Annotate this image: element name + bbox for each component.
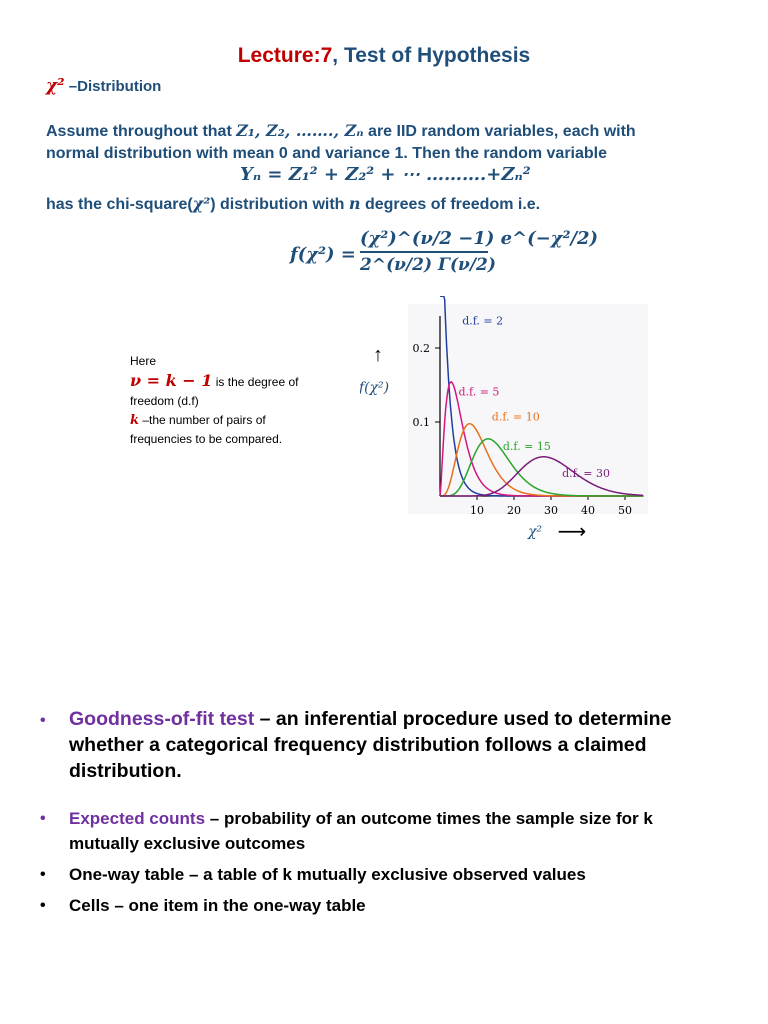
pdf-numerator: (χ²)^(ν/2 −1) e^(−χ²/2) xyxy=(360,228,599,249)
here-label: Here xyxy=(130,354,157,368)
degree-of-freedom-note xyxy=(130,352,298,449)
definitions-list xyxy=(36,706,726,924)
chi-square-chart xyxy=(360,296,660,551)
n-symbol: n xyxy=(348,194,361,213)
title-separator: , xyxy=(332,44,344,67)
z-variables: Z₁, Z₂, ……., Zₙ xyxy=(236,121,364,140)
intro-line-1 xyxy=(46,121,636,141)
bullet-expected-counts xyxy=(36,806,726,856)
chi-square-symbol: χ² xyxy=(46,76,65,96)
bullet-dot: • xyxy=(40,866,46,883)
nu-description: is the degree of xyxy=(212,375,299,389)
chart-svg xyxy=(360,296,660,546)
series-label-df-15: d.f. = 15 xyxy=(502,440,551,454)
x-tick-label: 50 xyxy=(618,504,632,517)
lecture-topic: Test of Hypothesis xyxy=(343,44,531,67)
y-tick-label: 0.1 xyxy=(412,416,430,429)
y-axis-arrow-icon: ↑ xyxy=(373,344,383,366)
bullet-one-way-table xyxy=(36,862,726,887)
lecture-title xyxy=(0,44,768,68)
k-symbol: k xyxy=(130,413,140,428)
k-description-2: frequencies to be compared. xyxy=(130,432,283,446)
pdf-lhs: f(χ²) = xyxy=(290,244,356,265)
bullet-dot: • xyxy=(40,810,46,827)
series-label-df-2: d.f. = 2 xyxy=(462,314,504,328)
intro-line-3-c: degrees of freedom i.e. xyxy=(360,196,541,213)
intro-line-2: normal distribution with mean 0 and variance 1. Then the random variable xyxy=(46,145,608,162)
x-axis-arrow-icon: ⟶ xyxy=(557,521,587,543)
def-cells: Cells – one item in the one-way table xyxy=(69,896,366,915)
nu-equation: ν = k − 1 xyxy=(130,371,213,390)
bullet-cells xyxy=(36,893,726,918)
series-label-df-30: d.f. = 30 xyxy=(562,466,611,480)
intro-line-3-b: ) distribution with xyxy=(210,196,349,213)
section-heading-label: –Distribution xyxy=(64,78,162,95)
bullet-dot: • xyxy=(40,712,46,729)
nu-description-2: freedom (d.f) xyxy=(130,394,199,408)
series-label-df-5: d.f. = 5 xyxy=(458,385,500,399)
k-description: –the number of pairs of xyxy=(139,413,266,427)
x-tick-label: 40 xyxy=(581,504,595,517)
yn-definition: Yₙ = Z₁² + Z₂² + ⋯ ……….+Zₙ² xyxy=(240,164,531,185)
intro-line-1-b: are IID random variables, each with xyxy=(363,123,636,140)
bullet-goodness-of-fit xyxy=(36,706,726,784)
def-goodness-of-fit: – an inferential procedure used to determine whether a categorical frequency distribution follows a claimed distribution. xyxy=(69,708,672,782)
fraction-bar xyxy=(360,251,488,253)
pdf-denominator: 2^(ν/2) Γ(ν/2) xyxy=(360,255,496,275)
def-one-way-table: One-way table – a table of k mutually exclusive observed values xyxy=(69,865,586,884)
x-axis-label: χ² xyxy=(527,524,543,540)
intro-line-3 xyxy=(46,194,540,214)
def-expected-counts: – probability of an outcome times the sample size for k mutually exclusive outcomes xyxy=(69,809,653,853)
chi-square-inline: χ² xyxy=(192,194,211,213)
x-tick-label: 10 xyxy=(470,504,484,517)
bullet-dot: • xyxy=(40,897,46,914)
term-goodness-of-fit: Goodness-of-fit test xyxy=(69,708,255,730)
lecture-number: Lecture:7 xyxy=(237,44,333,67)
section-heading xyxy=(46,76,161,96)
term-expected-counts: Expected counts xyxy=(69,809,206,828)
x-tick-label: 20 xyxy=(507,504,521,517)
y-axis-label: f(χ²) xyxy=(360,380,390,396)
y-tick-label: 0.2 xyxy=(412,342,430,355)
pdf-fraction xyxy=(360,222,599,275)
x-tick-label: 30 xyxy=(544,504,558,517)
series-label-df-10: d.f. = 10 xyxy=(491,410,540,424)
intro-line-3-a: has the chi-square( xyxy=(46,196,193,213)
intro-line-1-a: Assume throughout that xyxy=(46,123,237,140)
